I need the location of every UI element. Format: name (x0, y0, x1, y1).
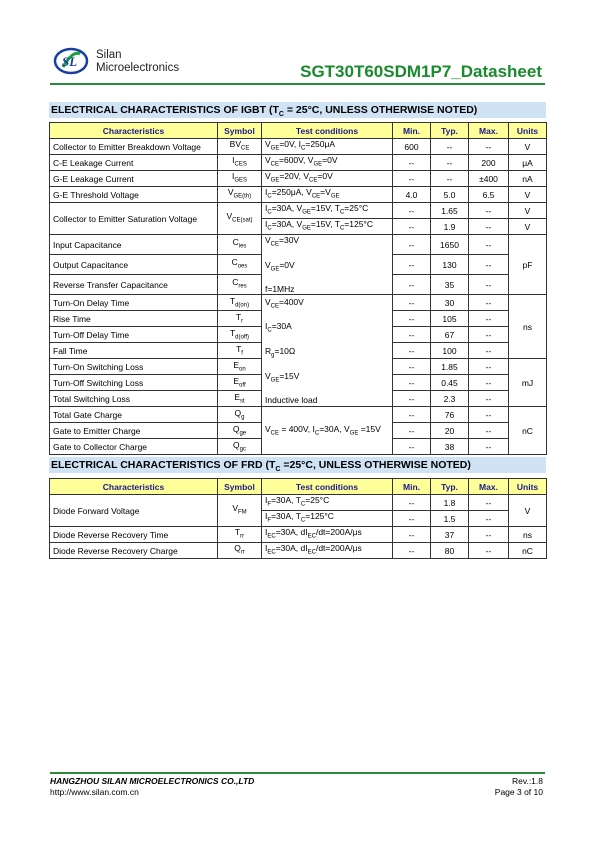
characteristic-name: Reverse Transfer Capacitance (50, 275, 218, 295)
test-condition: $V_{CE}=600V$, $V_{GE}=0V$ (262, 155, 393, 171)
symbol: $Q_{ge}$ (218, 423, 262, 439)
min-value: -- (393, 327, 431, 343)
table-row (50, 171, 547, 187)
symbol: $V_{CE(sat)}$ (218, 203, 262, 235)
min-value: -- (393, 275, 431, 295)
typ-value: -- (431, 155, 469, 171)
typ-value: 35 (431, 275, 469, 295)
max-value: -- (469, 375, 509, 391)
symbol: $T_{rr}$ (218, 527, 262, 543)
max-value: -- (469, 235, 509, 255)
company-name (96, 49, 179, 75)
test-condition: $I_C=250\mu A$, $V_{CE}=V_{GE}$ (262, 187, 393, 203)
characteristic-name: Turn-On Delay Time (50, 295, 218, 311)
unit: V (509, 139, 547, 155)
unit: mJ (509, 359, 547, 407)
test-condition: $I_C=30A$, $V_{GE}=15V$, $T_C=25^\circ C$ (262, 203, 393, 219)
symbol: $T_f$ (218, 343, 262, 359)
typ-value: 38 (431, 439, 469, 455)
characteristic-name: Collector to Emitter Saturation Voltage (50, 203, 218, 235)
company-line-2: Microelectronics (96, 62, 180, 74)
max-value: -- (469, 327, 509, 343)
max-value: -- (469, 275, 509, 295)
symbol: $T_{d(on)}$ (218, 295, 262, 311)
unit: V (509, 495, 547, 527)
unit: nA (509, 171, 547, 187)
min-value: -- (393, 155, 431, 171)
typ-value: 2.3 (431, 391, 469, 407)
typ-value: 80 (431, 543, 469, 559)
max-value: -- (469, 359, 509, 375)
column-header: Units (509, 123, 547, 139)
unit: ns (509, 527, 547, 543)
footer-page-info (495, 776, 543, 798)
max-value: -- (469, 139, 509, 155)
table-header-row (50, 479, 547, 495)
max-value: -- (469, 311, 509, 327)
header-divider (50, 83, 545, 85)
typ-value: 1.65 (431, 203, 469, 219)
max-value: -- (469, 495, 509, 511)
min-value: -- (393, 359, 431, 375)
table-row (50, 155, 547, 171)
typ-value: 5.0 (431, 187, 469, 203)
igbt-characteristics-table (49, 122, 547, 455)
max-value: 200 (469, 155, 509, 171)
min-value: 600 (393, 139, 431, 155)
test-condition: $I_{EC}=30A$, $dI_{EC}/dt=200A/\mu s$ (262, 543, 393, 559)
symbol: $V_{GE(th)}$ (218, 187, 262, 203)
table-row (50, 527, 547, 543)
min-value: -- (393, 511, 431, 527)
characteristic-name: Turn-On Switching Loss (50, 359, 218, 375)
min-value: -- (393, 527, 431, 543)
unit: pF (509, 235, 547, 295)
characteristic-name: Fall Time (50, 343, 218, 359)
table-row (50, 203, 547, 219)
characteristic-name: Diode Reverse Recovery Time (50, 527, 218, 543)
characteristic-name: Total Switching Loss (50, 391, 218, 407)
symbol: $T_{d(off)}$ (218, 327, 262, 343)
characteristic-name: Total Gate Charge (50, 407, 218, 423)
typ-value: 1.5 (431, 511, 469, 527)
characteristic-name: Output Capacitance (50, 255, 218, 275)
typ-value: 30 (431, 295, 469, 311)
max-value: -- (469, 219, 509, 235)
footer-company: HANGZHOU SILAN MICROELECTRONICS CO.,LTD (50, 776, 255, 786)
test-condition: $V_{CE}=30V$ $V_{GE}=0V$ f=1MHz (262, 235, 393, 295)
symbol: $C_{res}$ (218, 275, 262, 295)
table-row (50, 495, 547, 511)
min-value: -- (393, 255, 431, 275)
frd-characteristics-table (49, 478, 547, 559)
typ-value: 67 (431, 327, 469, 343)
test-condition: $I_{EC}=30A$, $dI_{EC}/dt=200A/\mu s$ (262, 527, 393, 543)
characteristic-name: G-E Threshold Voltage (50, 187, 218, 203)
max-value: -- (469, 511, 509, 527)
page-number: Page 3 of 10 (494, 787, 543, 797)
min-value: -- (393, 311, 431, 327)
max-value: -- (469, 203, 509, 219)
silan-logo-icon (53, 46, 89, 76)
symbol: $C_{oes}$ (218, 255, 262, 275)
typ-value: 1.85 (431, 359, 469, 375)
min-value: -- (393, 391, 431, 407)
characteristic-name: Diode Forward Voltage (50, 495, 218, 527)
characteristic-name: Input Capacitance (50, 235, 218, 255)
typ-value: 76 (431, 407, 469, 423)
column-header: Typ. (431, 123, 469, 139)
test-condition: $I_C=30A$, $V_{GE}=15V$, $T_C=125^\circ C$ (262, 219, 393, 235)
typ-value: 1.8 (431, 495, 469, 511)
symbol: $C_{ies}$ (218, 235, 262, 255)
max-value: ±400 (469, 171, 509, 187)
column-header: Test conditions (262, 123, 393, 139)
min-value: -- (393, 343, 431, 359)
frd-section-title: ELECTRICAL CHARACTERISTICS OF FRD ($T_C =25^\circ C$, UNLESS OTHERWISE NOTED) (49, 457, 546, 473)
min-value: -- (393, 203, 431, 219)
symbol: $T_r$ (218, 311, 262, 327)
unit: V (509, 219, 547, 235)
characteristic-name: Gate to Emitter Charge (50, 423, 218, 439)
unit: ns (509, 295, 547, 359)
typ-value: -- (431, 171, 469, 187)
symbol: $Q_g$ (218, 407, 262, 423)
table-row (50, 295, 547, 311)
min-value: -- (393, 219, 431, 235)
typ-value: -- (431, 139, 469, 155)
column-header: Characteristics (50, 123, 218, 139)
symbol: $V_{FM}$ (218, 495, 262, 527)
characteristic-name: Rise Time (50, 311, 218, 327)
footer-divider (50, 772, 545, 774)
table-row (50, 407, 547, 423)
characteristic-name: Collector to Emitter Breakdown Voltage (50, 139, 218, 155)
column-header: Min. (393, 479, 431, 495)
table-header-row (50, 123, 547, 139)
typ-value: 20 (431, 423, 469, 439)
column-header: Symbol (218, 479, 262, 495)
symbol: $E_{st}$ (218, 391, 262, 407)
test-condition: $V_{CE} = 400V$, $I_C=30A$, $V_{GE} =15V$ (262, 407, 393, 455)
doc-title: SGT30T60SDM1P7_Datasheet (300, 62, 542, 81)
typ-value: 130 (431, 255, 469, 275)
min-value: -- (393, 171, 431, 187)
unit: V (509, 203, 547, 219)
max-value: 6.5 (469, 187, 509, 203)
max-value: -- (469, 255, 509, 275)
test-condition: $V_{GE}=20V$, $V_{CE}=0V$ (262, 171, 393, 187)
page-footer (50, 776, 545, 798)
column-header: Units (509, 479, 547, 495)
column-header: Min. (393, 123, 431, 139)
symbol: $Q_{gc}$ (218, 439, 262, 455)
test-condition: $V_{CE}=400V$ $I_C=30A$ $R_g=10\Omega$ $V_{GE}=15V$ Inductive load (262, 295, 393, 407)
unit: V (509, 187, 547, 203)
column-header: Typ. (431, 479, 469, 495)
unit: μA (509, 155, 547, 171)
table-row (50, 139, 547, 155)
column-header: Max. (469, 123, 509, 139)
column-header: Characteristics (50, 479, 218, 495)
min-value: -- (393, 375, 431, 391)
min-value: -- (393, 295, 431, 311)
svg-text:SL: SL (62, 54, 78, 69)
min-value: -- (393, 423, 431, 439)
max-value: -- (469, 391, 509, 407)
min-value: -- (393, 439, 431, 455)
column-header: Symbol (218, 123, 262, 139)
max-value: -- (469, 295, 509, 311)
symbol: $E_{on}$ (218, 359, 262, 375)
characteristic-name: Gate to Collector Charge (50, 439, 218, 455)
max-value: -- (469, 407, 509, 423)
symbol: $I_{GES}$ (218, 171, 262, 187)
max-value: -- (469, 439, 509, 455)
typ-value: 1.9 (431, 219, 469, 235)
symbol: $BV_{CE}$ (218, 139, 262, 155)
typ-value: 1650 (431, 235, 469, 255)
test-condition: $V_{GE}=0V$, $I_C=250\mu A$ (262, 139, 393, 155)
unit: nC (509, 543, 547, 559)
min-value: -- (393, 407, 431, 423)
table-row (50, 235, 547, 255)
column-header: Test conditions (262, 479, 393, 495)
symbol: $Q_{rr}$ (218, 543, 262, 559)
page-header (50, 40, 545, 82)
characteristic-name: Diode Reverse Recovery Charge (50, 543, 218, 559)
column-header: Max. (469, 479, 509, 495)
test-condition: $I_F=30A$, $T_C=25^\circ C$ (262, 495, 393, 511)
typ-value: 105 (431, 311, 469, 327)
table-row (50, 187, 547, 203)
min-value: 4.0 (393, 187, 431, 203)
max-value: -- (469, 543, 509, 559)
unit: nC (509, 407, 547, 455)
characteristic-name: G-E Leakage Current (50, 171, 218, 187)
typ-value: 100 (431, 343, 469, 359)
max-value: -- (469, 343, 509, 359)
max-value: -- (469, 527, 509, 543)
symbol: $E_{off}$ (218, 375, 262, 391)
igbt-section-title: ELECTRICAL CHARACTERISTICS OF IGBT ($T_C = 25^\circ C$, UNLESS OTHERWISE NOTED) (49, 102, 546, 118)
symbol: $I_{CES}$ (218, 155, 262, 171)
min-value: -- (393, 543, 431, 559)
max-value: -- (469, 423, 509, 439)
min-value: -- (393, 235, 431, 255)
footer-url[interactable]: http://www.silan.com.cn (50, 787, 139, 797)
company-line-1: Silan (96, 49, 122, 61)
characteristic-name: C-E Leakage Current (50, 155, 218, 171)
typ-value: 37 (431, 527, 469, 543)
min-value: -- (393, 495, 431, 511)
revision: Rev.:1.8 (511, 776, 543, 786)
test-condition: $I_F=30A$, $T_C=125^\circ C$ (262, 511, 393, 527)
characteristic-name: Turn-Off Switching Loss (50, 375, 218, 391)
typ-value: 0.45 (431, 375, 469, 391)
characteristic-name: Turn-Off Delay Time (50, 327, 218, 343)
table-row (50, 543, 547, 559)
